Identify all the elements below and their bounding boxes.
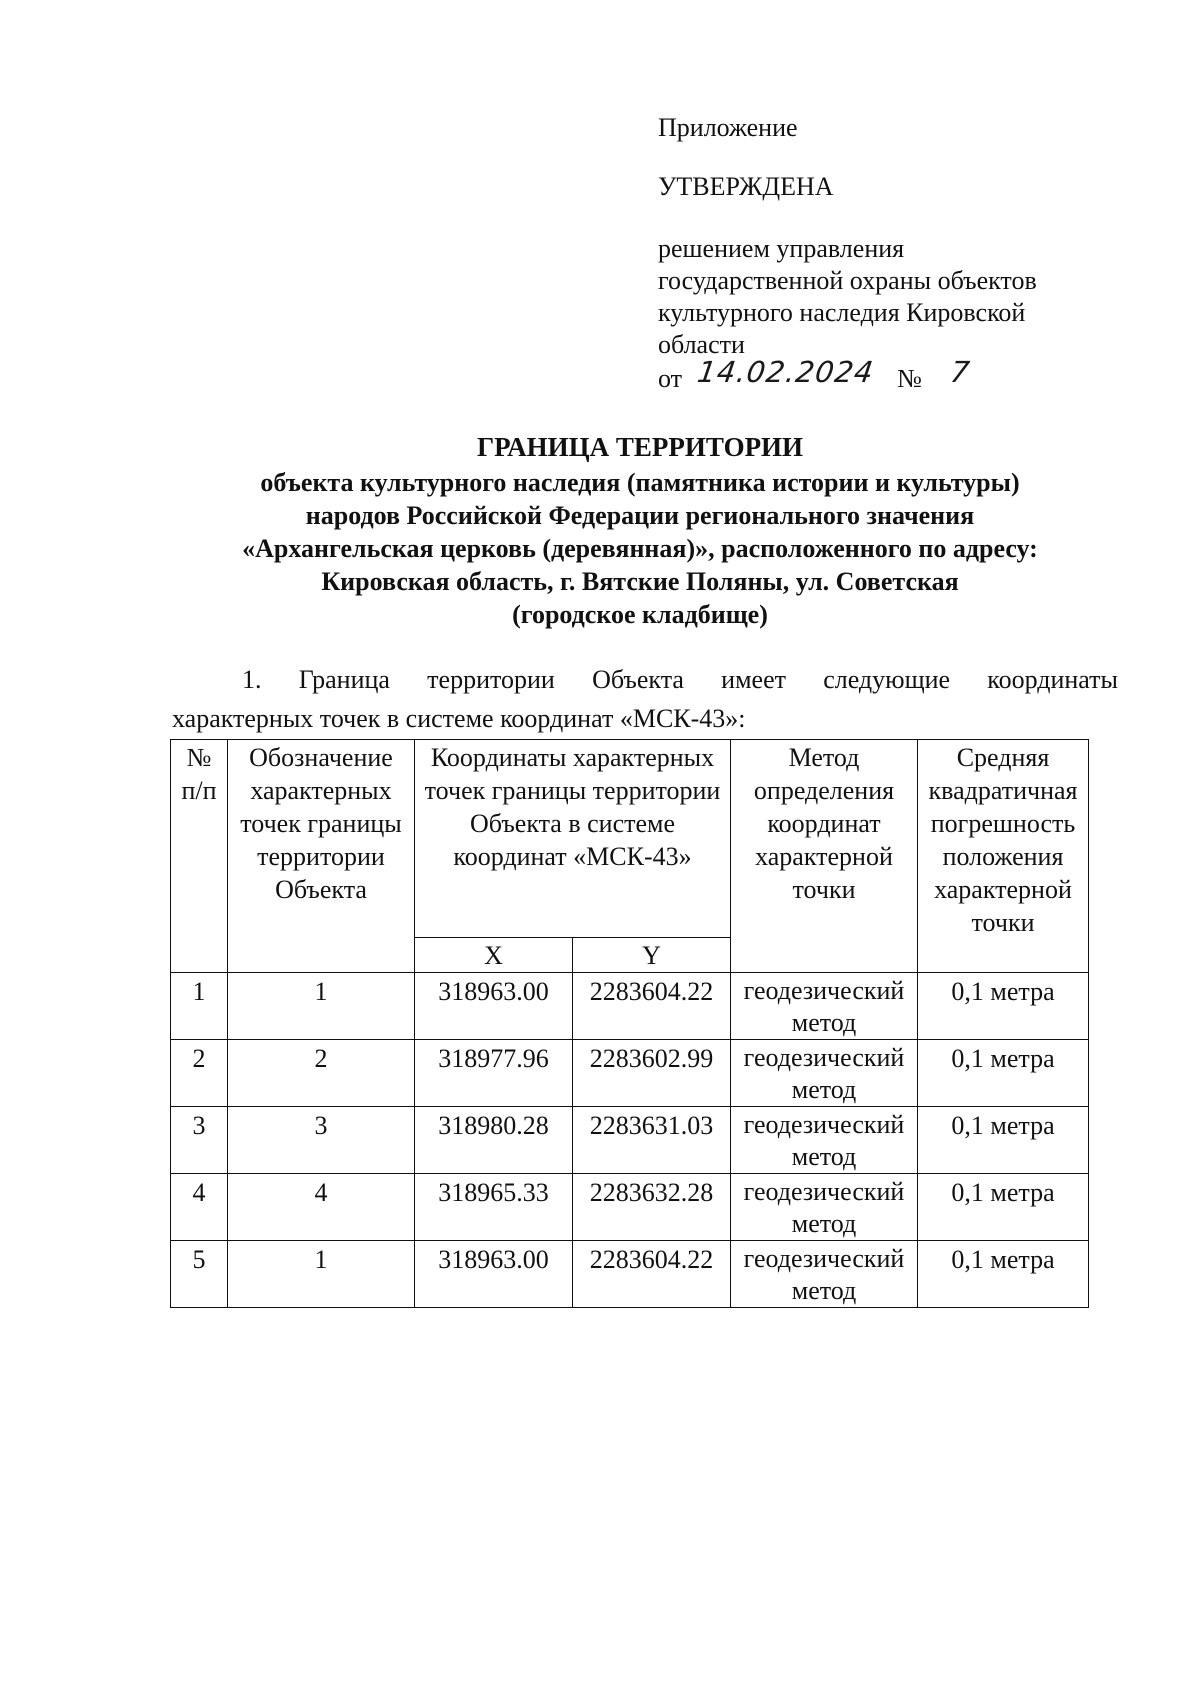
table-row [171,973,1089,1040]
cell-point: 1 [228,973,415,1040]
table-row [171,1107,1089,1174]
decision-line-1: решением управления [658,234,905,263]
cell-error: 0,1 метра [918,1174,1089,1241]
title-line-4: Кировская область, г. Вятские Поляны, ул. Советская [321,567,959,596]
coordinates-table [170,739,1089,1308]
cell-error: 0,1 метра [918,1241,1089,1308]
cell-y: 2283604.22 [573,1241,731,1308]
table-header-row [171,740,1089,938]
cell-method: геодезический метод [731,1107,918,1174]
approved-label: УТВЕРЖДЕНА [658,172,834,201]
date-prefix: от [658,364,683,393]
cell-error: 0,1 метра [918,1040,1089,1107]
cell-method: геодезический метод [731,973,918,1040]
document-title [160,431,1120,631]
cell-num: 1 [171,973,228,1040]
appendix-label: Приложение [658,113,798,142]
handwritten-number: 7 [948,355,973,389]
cell-x: 318980.28 [415,1107,573,1174]
cell-method: геодезический метод [731,1174,918,1241]
cell-y: 2283632.28 [573,1174,731,1241]
cell-num: 2 [171,1040,228,1107]
decision-line-3: культурного наследия Кировской [658,298,1026,327]
cell-point: 1 [228,1241,415,1308]
cell-y: 2283604.22 [573,973,731,1040]
approval-block [658,112,1118,395]
cell-x: 318963.00 [415,1241,573,1308]
cell-num: 4 [171,1174,228,1241]
title-line-3: «Архангельская церковь (деревянная)», расположенного по адресу: [242,534,1038,563]
paragraph-line-1: 1. Граница территории Объекта имеет следующие координаты [242,665,1118,694]
cell-y: 2283631.03 [573,1107,731,1174]
header-y: Y [573,938,731,973]
header-x: X [415,938,573,973]
table-row [171,1174,1089,1241]
cell-point: 2 [228,1040,415,1107]
title-line-2: народов Российской Федерации регионального значения [305,501,975,530]
cell-x: 318963.00 [415,973,573,1040]
table-row [171,1241,1089,1308]
number-sign: № [897,364,922,393]
cell-error: 0,1 метра [918,1107,1089,1174]
cell-method: геодезический метод [731,1040,918,1107]
decision-line-2: государственной охраны объектов [658,266,1037,295]
table-row [171,1040,1089,1107]
cell-point: 4 [228,1174,415,1241]
cell-error: 0,1 метра [918,973,1089,1040]
cell-x: 318965.33 [415,1174,573,1241]
paragraph-1 [172,660,1118,738]
paragraph-line-2: характерных точек в системе координат «МСК-43»: [172,704,746,733]
date-number-line [658,355,1118,395]
cell-num: 5 [171,1241,228,1308]
cell-x: 318977.96 [415,1040,573,1107]
cell-num: 3 [171,1107,228,1174]
header-coords: Координаты характерных точек границы территории Объекта в системе координат «МСК-43» [415,740,731,938]
header-num: № п/п [171,740,228,973]
title-line-1: объекта культурного наследия (памятника истории и культуры) [260,468,1020,497]
decision-line-4: области [658,330,745,359]
cell-y: 2283602.99 [573,1040,731,1107]
cell-point: 3 [228,1107,415,1174]
handwritten-date: 14.02.2024 [694,355,876,389]
header-method: Метод определения координат характерной точки [731,740,918,973]
title-line-5: (городское кладбище) [512,600,768,629]
title-main: ГРАНИЦА ТЕРРИТОРИИ [476,432,804,462]
header-error: Средняя квадратичная погрешность положения характерной точки [918,740,1089,973]
cell-method: геодезический метод [731,1241,918,1308]
header-designation: Обозначение характерных точек границы территории Объекта [228,740,415,973]
